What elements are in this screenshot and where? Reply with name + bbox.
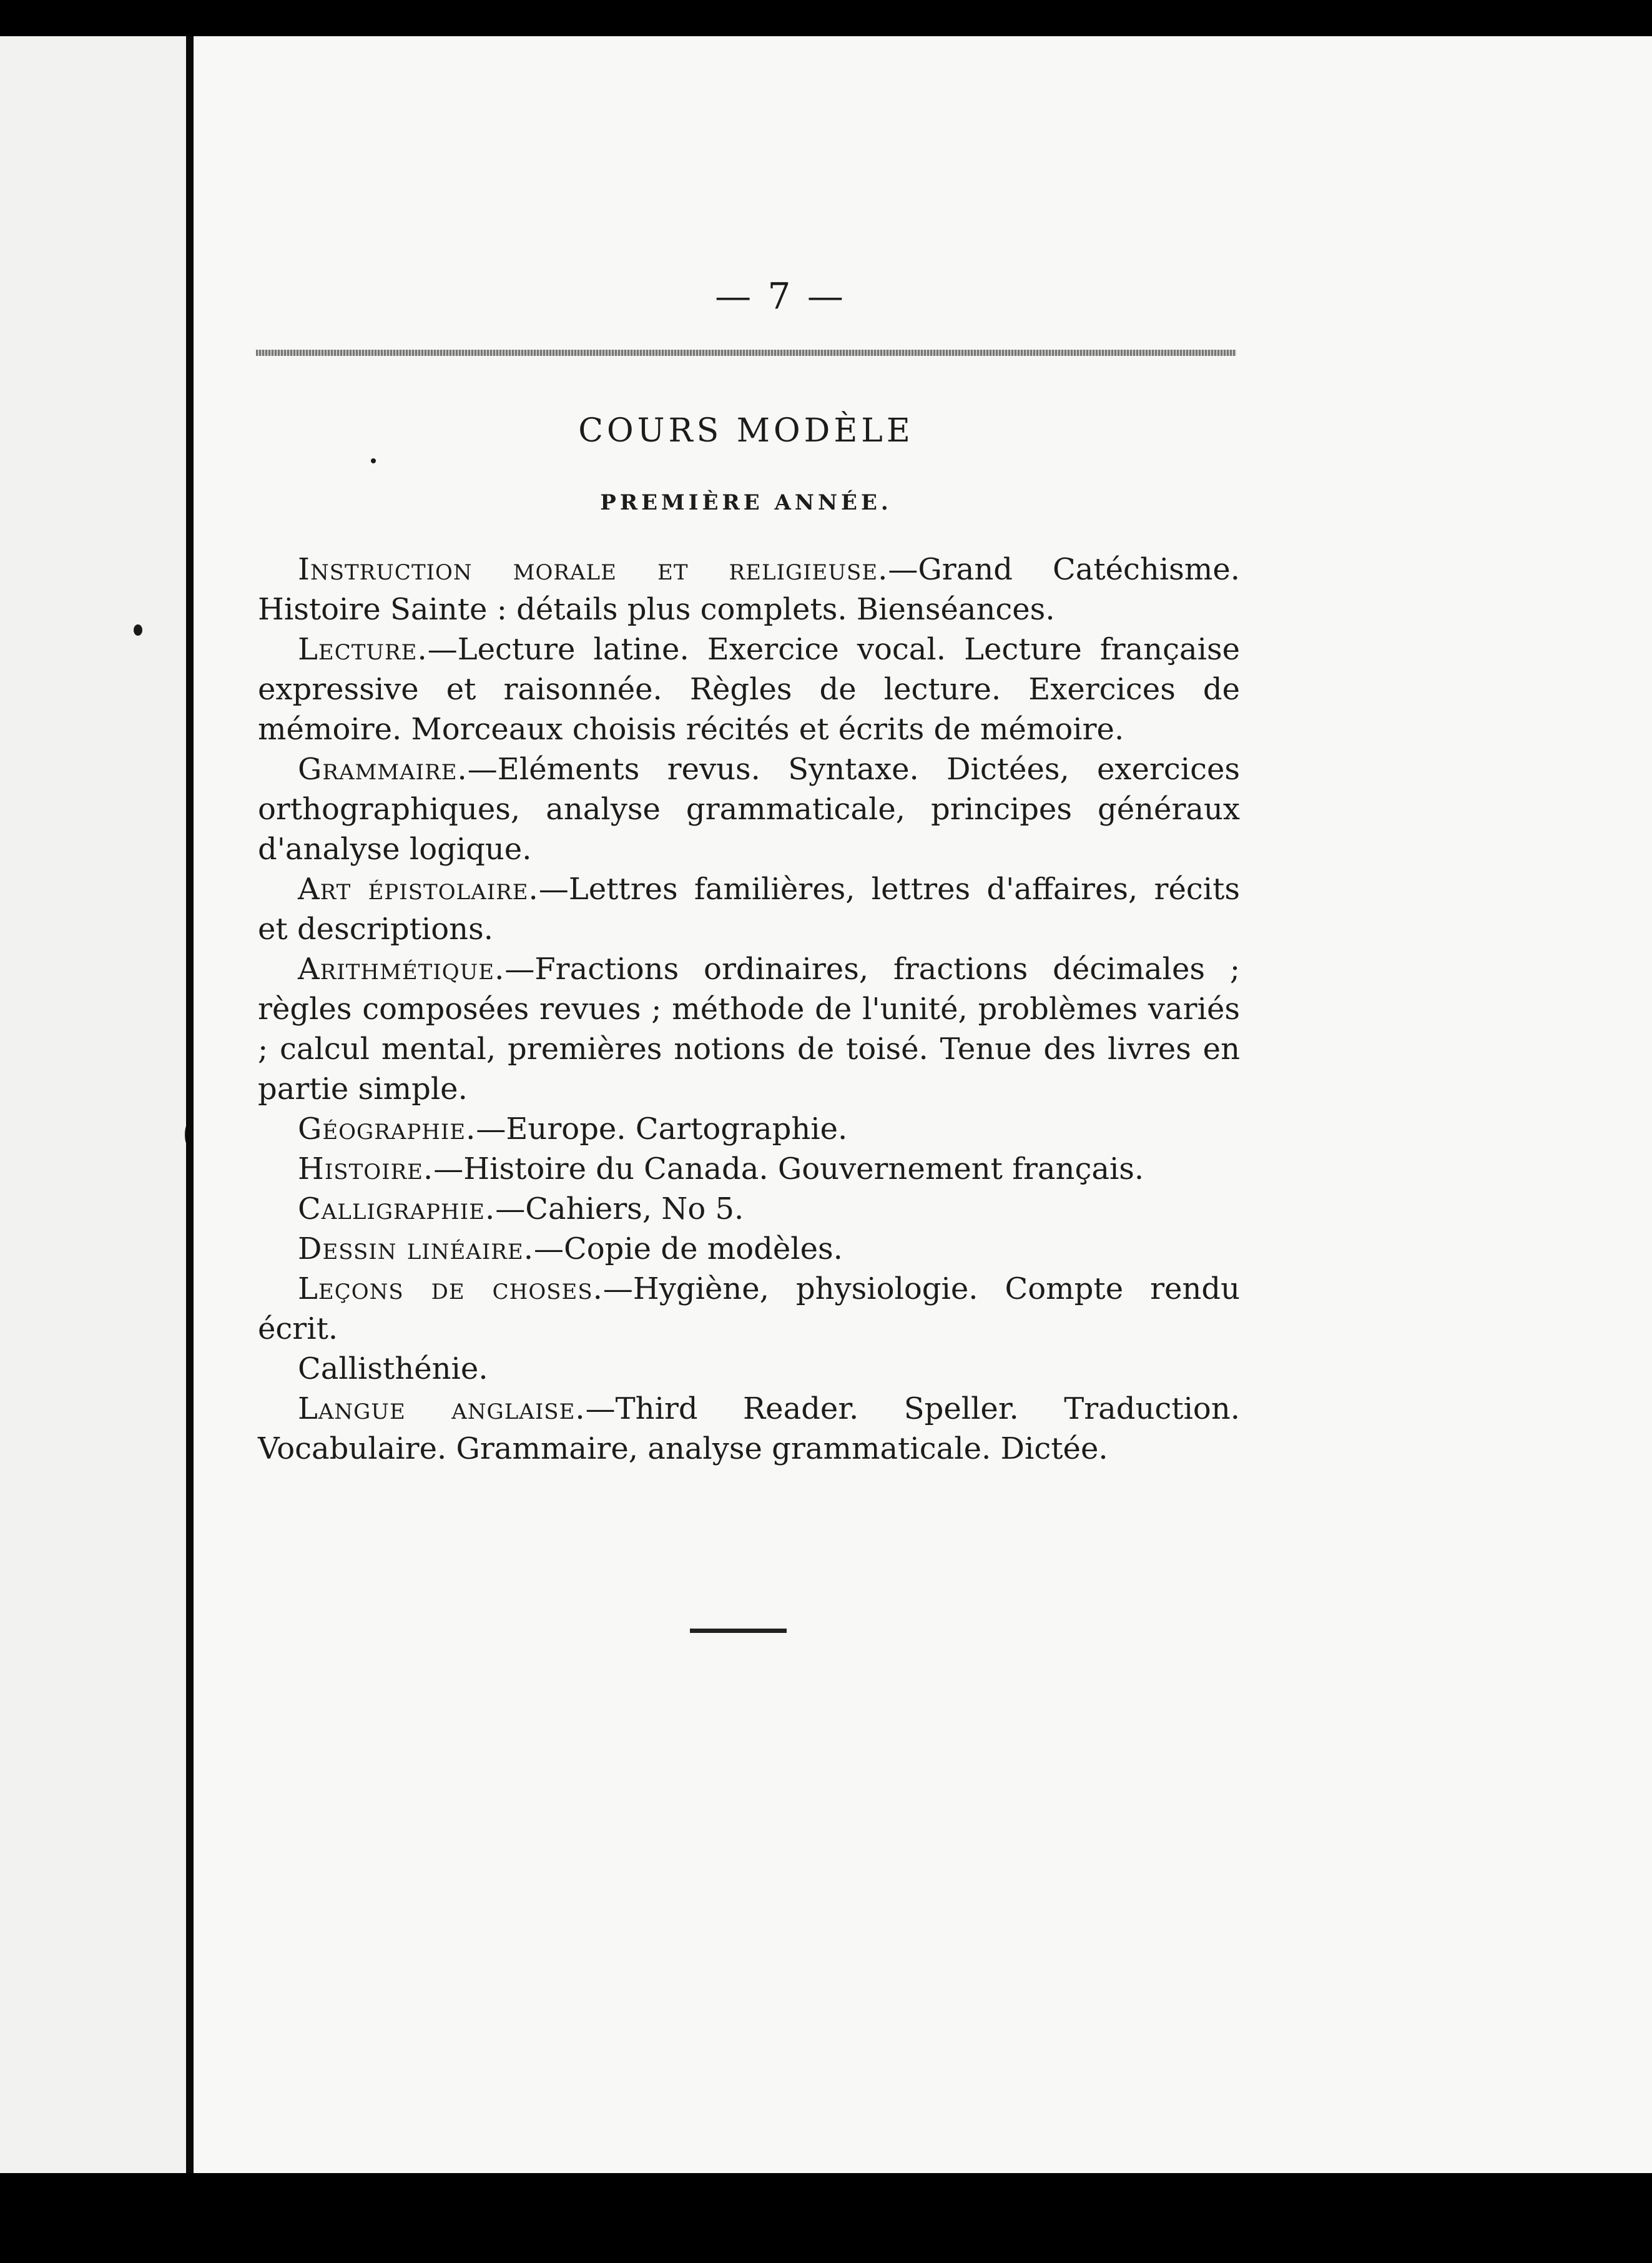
page-fold-line <box>186 36 194 2173</box>
entry-text: —Third Reader. Speller. Traduction. Vocabulaire. Grammaire, analyse grammaticale. Dictée. <box>258 1391 1241 1466</box>
entry-subject: Grammaire. <box>298 752 468 787</box>
section-title: COURS MODÈLE <box>578 412 914 450</box>
curriculum-entry <box>258 1189 1240 1229</box>
entry-subject: Langue anglaise. <box>298 1391 586 1426</box>
entry-subject: Art épistolaire. <box>298 872 539 907</box>
curriculum-entry <box>258 550 1240 629</box>
end-rule <box>690 1629 787 1633</box>
curriculum-entry <box>258 1389 1240 1469</box>
entry-text: —Cahiers, No 5. <box>495 1191 744 1226</box>
curriculum-entry <box>258 749 1240 869</box>
entry-text: —Histoire du Canada. Gouvernement français. <box>433 1151 1144 1186</box>
entry-subject: Histoire. <box>298 1151 434 1186</box>
entry-subject: Lecture. <box>298 632 428 667</box>
entry-text: —Copie de modèles. <box>533 1231 843 1266</box>
curriculum-entry <box>258 1349 1240 1389</box>
year-heading: PREMIÈRE ANNÉE. <box>600 490 892 515</box>
entry-subject: Arithmétique. <box>298 952 505 987</box>
curriculum-entry <box>258 1109 1240 1149</box>
entry-subject: Géographie. <box>298 1112 476 1146</box>
entry-text: Callisthénie. <box>298 1351 488 1386</box>
entry-text: —Lettres familières, lettres d'affaires, récits et descriptions. <box>258 872 1241 947</box>
entry-subject: Instruction morale et religieuse. <box>298 552 888 587</box>
left-margin-strip <box>0 36 187 2173</box>
curriculum-entry <box>258 629 1240 749</box>
entry-text: —Lecture latine. Exercice vocal. Lecture française expressive et raisonnée. Règles de lecture. Exercices de mémoire. Morceaux choisis récités et écrits de mémoire. <box>258 632 1240 747</box>
entry-subject: Leçons de choses. <box>298 1271 603 1306</box>
entry-text: —Fractions ordinaires, fractions décimales ; règles composées revues ; méthode de l'unité, problèmes variés ; calcul mental, premières notions de toisé. Tenue des livres en partie simple. <box>258 952 1240 1107</box>
entry-subject: Calligraphie. <box>298 1191 496 1226</box>
entry-text: —Grand Catéchisme. Histoire Sainte : détails plus complets. Bienséances. <box>258 552 1240 627</box>
entry-text: —Hygiène, physiologie. Compte rendu écrit. <box>258 1271 1240 1346</box>
entry-text: —Eléments revus. Syntaxe. Dictées, exercices orthographiques, analyse grammaticale, principes généraux d'analyse logique. <box>258 752 1240 867</box>
ink-speck <box>134 624 142 636</box>
curriculum-body <box>258 550 1240 1469</box>
curriculum-entry <box>258 869 1240 949</box>
entry-text: —Europe. Cartographie. <box>476 1112 848 1146</box>
entry-subject: Dessin linéaire. <box>298 1231 534 1266</box>
curriculum-entry <box>258 1269 1240 1349</box>
curriculum-entry <box>258 1149 1240 1189</box>
page-number: — 7 — <box>715 275 846 317</box>
ink-speck <box>371 458 376 463</box>
curriculum-entry <box>258 1229 1240 1269</box>
curriculum-entry <box>258 949 1240 1109</box>
header-rule <box>256 350 1236 356</box>
